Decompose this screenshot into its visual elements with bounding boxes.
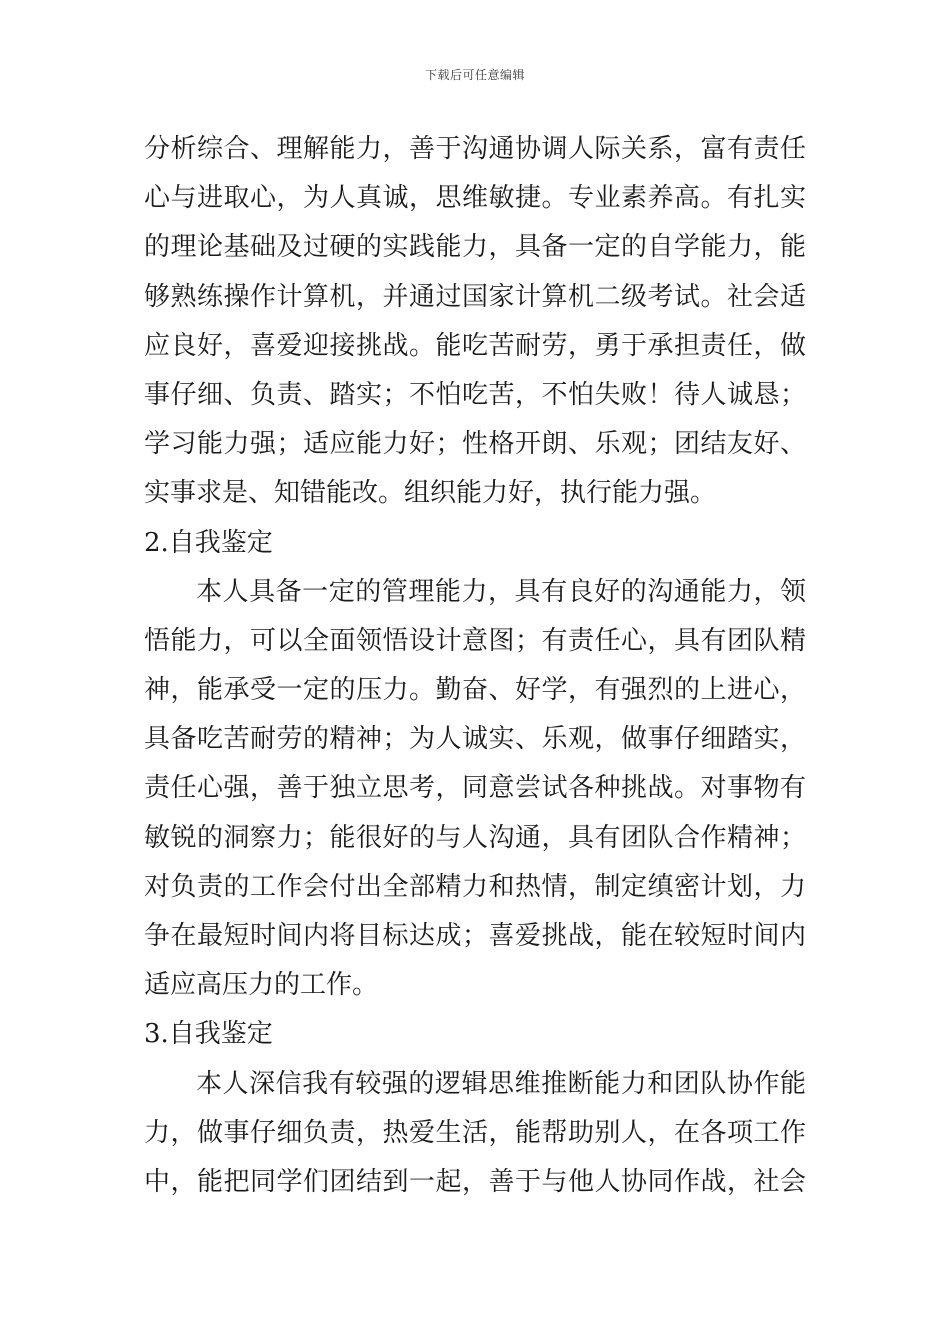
text-line: 责任心强，善于独立思考，同意尝试各种挑战。对事物有 <box>144 773 806 804</box>
text-line: 力，做事仔细负责，热爱生活，能帮助别人，在各项工作 <box>144 1117 806 1148</box>
text-line: 神，能承受一定的压力。勤奋、好学，有强烈的上进心， <box>144 675 806 706</box>
text-line: 本人具备一定的管理能力，具有良好的沟通能力，领 <box>196 576 806 607</box>
text-line: 适应高压力的工作。 <box>144 970 379 1001</box>
text-line: 事仔细、负责、踏实；不怕吃苦，不怕失败！待人诚恳； <box>144 379 806 410</box>
text-line: 实事求是、知错能改。组织能力好，执行能力强。 <box>144 478 717 509</box>
text-line: 本人深信我有较强的逻辑思维推断能力和团队协作能 <box>196 1068 806 1099</box>
text-line: 应良好，喜爱迎接挑战。能吃苦耐劳，勇于承担责任，做 <box>144 330 806 361</box>
text-line: 争在最短时间内将目标达成；喜爱挑战，能在较短时间内 <box>144 921 806 951</box>
text-line: 中，能把同学们团结到一起，善于与他人协同作战，社会 <box>144 1166 806 1197</box>
text-line: 3.自我鉴定 <box>144 1019 273 1050</box>
text-line: 2.自我鉴定 <box>144 527 273 558</box>
page-header-note: 下载后可任意编辑 <box>424 68 525 82</box>
text-line: 分析综合、理解能力，善于沟通协调人际关系，富有责任 <box>144 134 806 164</box>
text-line: 具备吃苦耐劳的精神；为人诚实、乐观，做事仔细踏实， <box>144 724 806 755</box>
text-line: 学习能力强；适应能力好；性格开朗、乐观；团结友好、 <box>144 429 806 460</box>
text-line: 够熟练操作计算机，并通过国家计算机二级考试。社会适 <box>144 281 806 312</box>
text-line: 悟能力，可以全面领悟设计意图；有责任心，具有团队精 <box>144 625 806 656</box>
text-line: 的理论基础及过硬的实践能力，具备一定的自学能力，能 <box>144 232 806 263</box>
text-line: 对负责的工作会付出全部精力和热情，制定缜密计划，力 <box>144 871 806 902</box>
text-line: 心与进取心，为人真诚，思维敏捷。专业素养高。有扎实 <box>144 183 806 214</box>
text-line: 敏锐的洞察力；能很好的与人沟通，具有团队合作精神； <box>144 822 806 853</box>
body-text <box>144 125 806 1207</box>
